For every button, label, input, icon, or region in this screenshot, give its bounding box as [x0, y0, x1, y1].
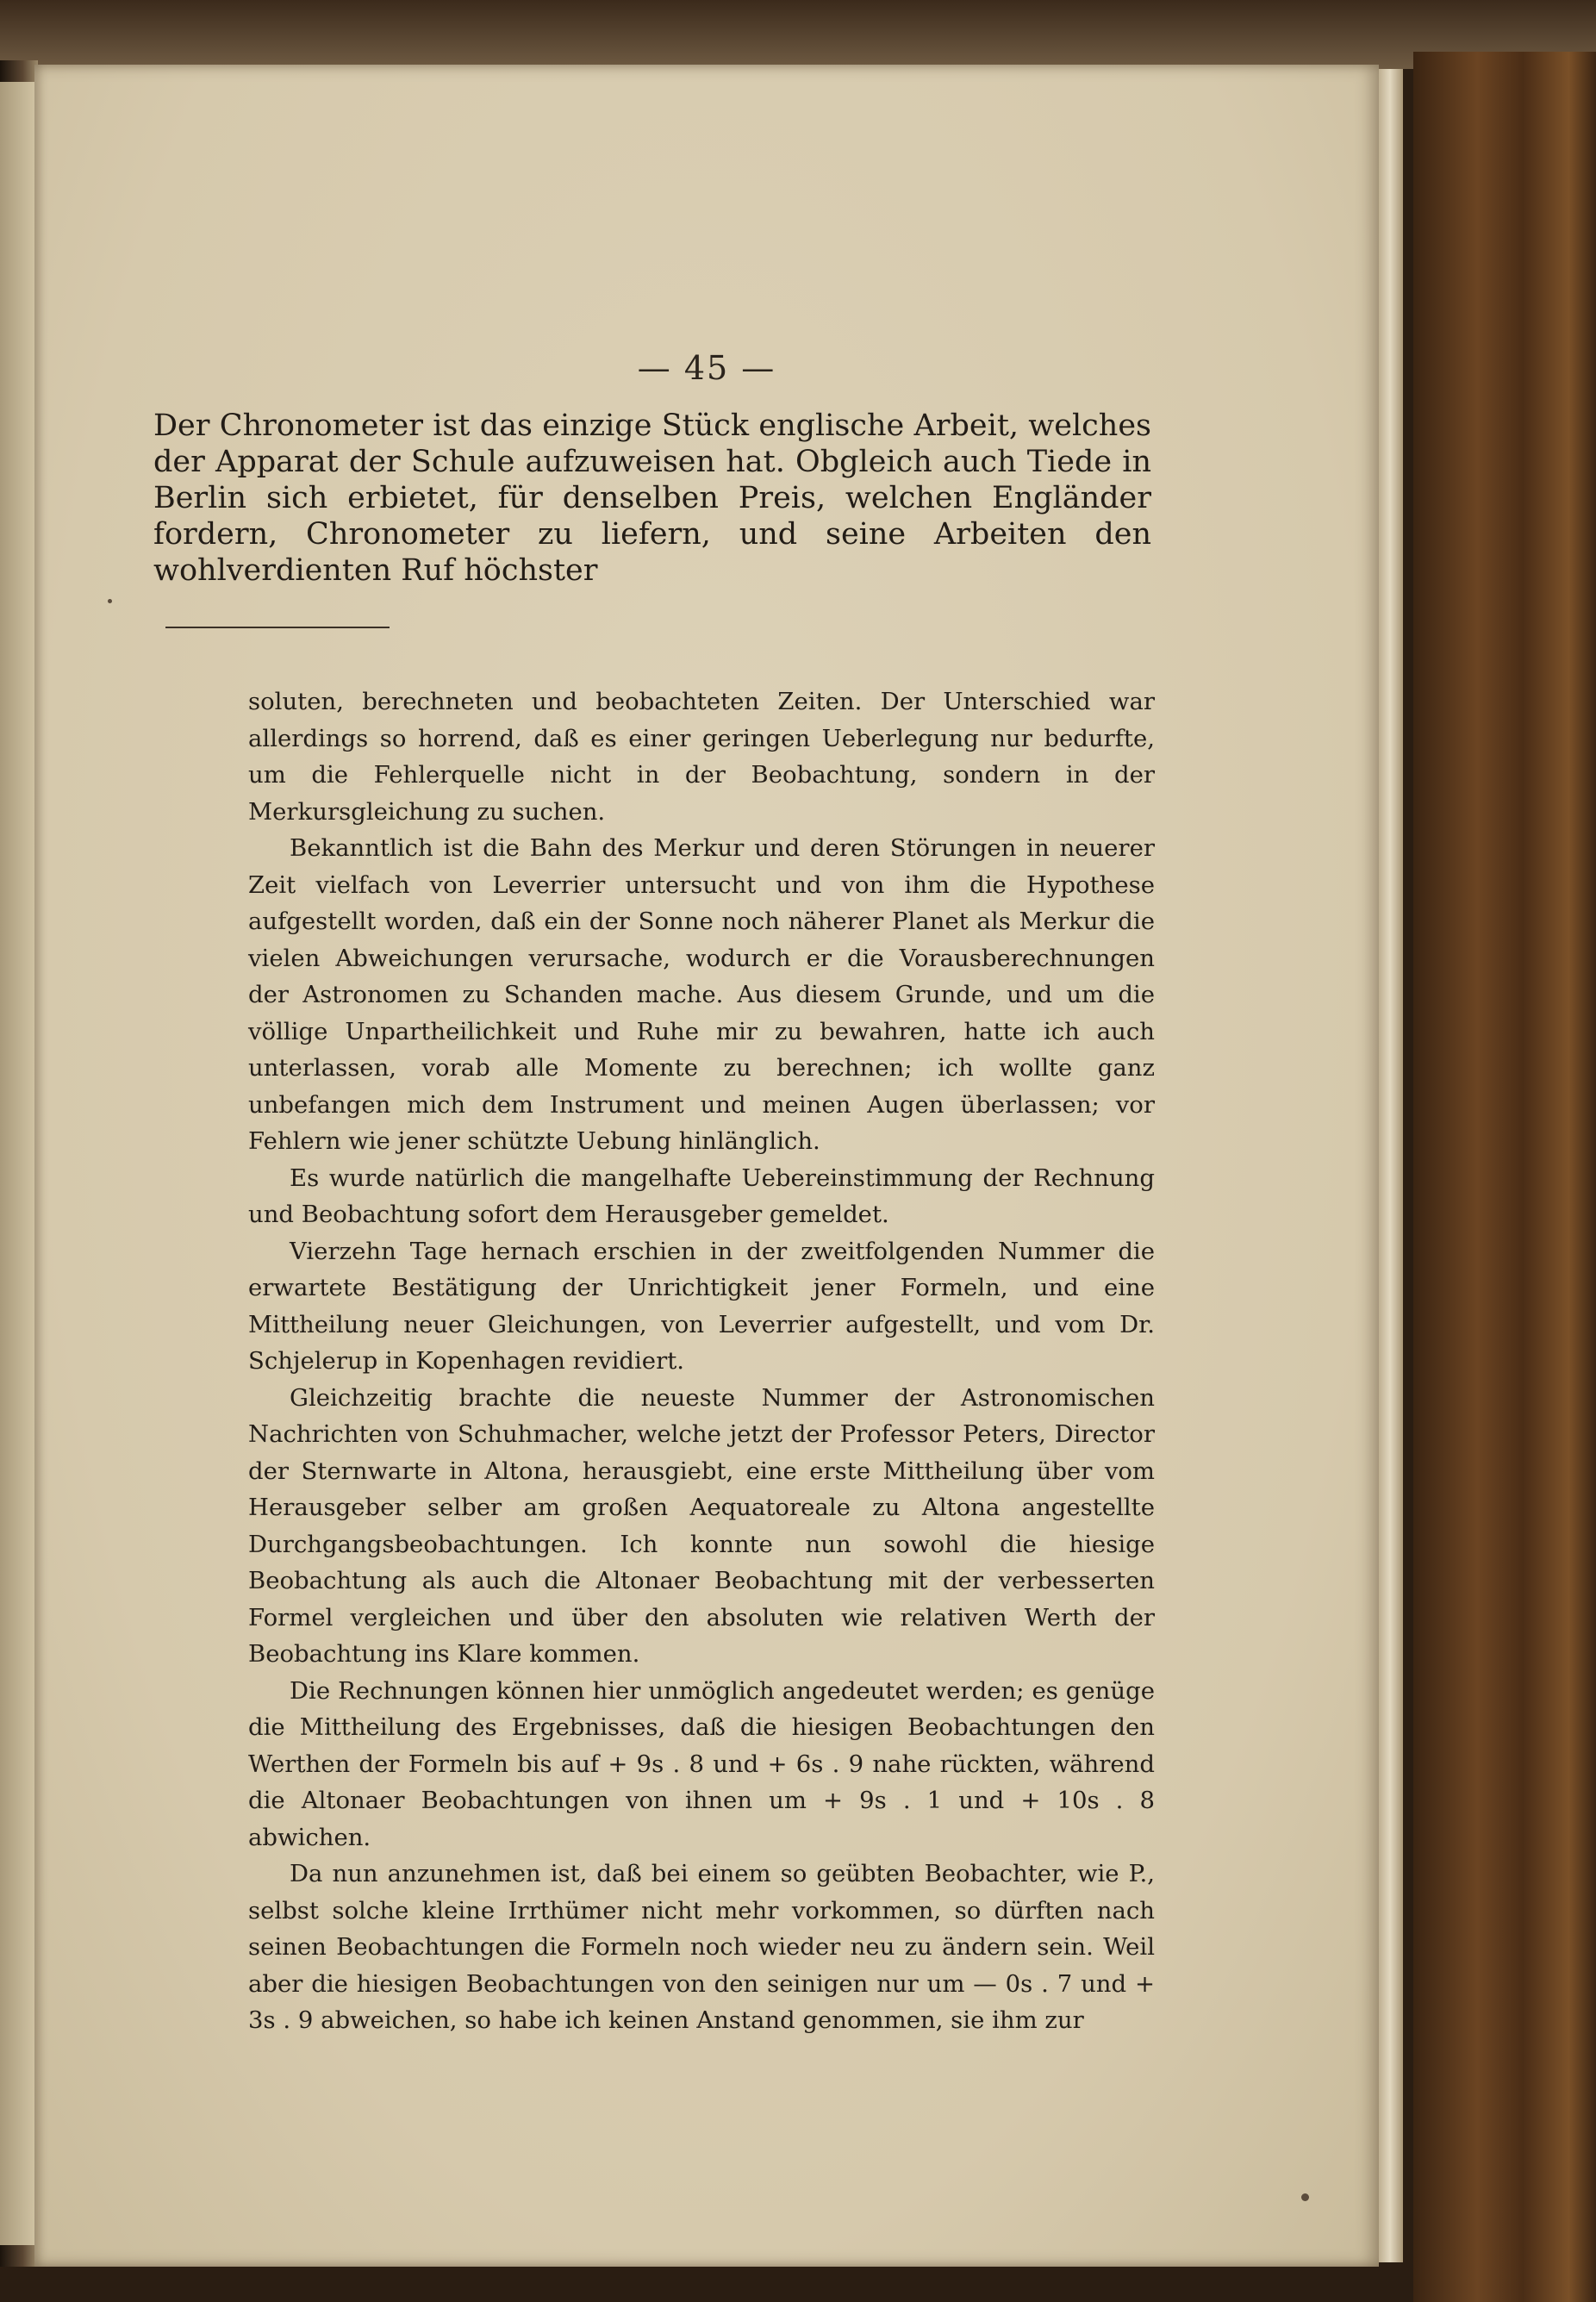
footnote-paragraph: Es wurde natürlich die mangelhafte Uebereinstimmung der Rechnung und Beobachtung sofort dem Herausgeber gemeldet. — [248, 1163, 1155, 1228]
footnote-paragraph: Die Rechnungen können hier unmöglich angedeutet werden; es genüge die Mittheilung des Ergebnisses, daß die hiesigen Beobachtungen den Werthen der Formeln bis auf + 9s . 8 und + 6s . 9 nahe rückten, während die Altonaer Beobachtungen von ihnen um + 9s . 1 und + 10s . 8 abwichen. — [248, 1676, 1155, 1851]
footnote-paragraph: Bekanntlich ist die Bahn des Merkur und deren Störungen in neuerer Zeit vielfach von Leverrier untersucht und von ihm die Hypothese aufgestellt worden, daß ein der Sonne noch näherer Planet als Merkur die vielen Abweichungen verursache, wodurch er die Vorausberechnungen der Astronomen zu Schanden mache. Aus diesem Grunde, und um die völlige Unpartheilichkeit und Ruhe mir zu bewahren, hatte ich auch unterlassen, vorab alle Momente zu berechnen; ich wollte ganz unbefangen mich dem Instrument und meinen Augen überlassen; vor Fehlern wie jener schützte Uebung hinlänglich. — [248, 834, 1155, 1155]
footnote-paragraph: Da nun anzunehmen ist, daß bei einem so geübten Beobachter, wie P., selbst solche kleine Irrthümer nicht mehr vorkommen, so dürften nach seinen Beobachtungen die Formeln noch wieder neu zu ändern sein. Weil aber die hiesigen Beobachtungen von den seinigen nur um — 0s . 7 und + 3s . 9 abweichen, so habe ich keinen Anstand genommen, sie ihm zur — [248, 1860, 1155, 2034]
footnote-rule — [165, 627, 390, 628]
book-cover-top — [0, 0, 1596, 69]
paper-spot — [108, 599, 112, 603]
footnote-block — [248, 683, 1155, 2039]
left-page-edge — [0, 82, 34, 2245]
paper-spot — [1301, 2193, 1309, 2201]
page-number: — 45 — — [637, 349, 776, 387]
footnote-paragraph: Vierzehn Tage hernach erschien in der zweitfolgenden Nummer die erwartete Bestätigung der Unrichtigkeit jener Formeln, und eine Mittheilung neuer Gleichungen, von Leverrier aufgestellt, und vom Dr. Schjelerup in Kopenhagen revidiert. — [248, 1237, 1155, 1375]
footnote-paragraph: soluten, berechneten und beobachteten Zeiten. Der Unterschied war allerdings so horrend, daß es einer geringen Ueberlegung nur bedurfte, um die Fehlerquelle nicht in der Beobachtung, sondern in der Merkursgleichung zu suchen. — [248, 688, 1155, 826]
page-stack-edge — [1377, 69, 1403, 2262]
book-cover-marbled — [1413, 52, 1596, 2302]
footnote-paragraph: Gleichzeitig brachte die neueste Nummer der Astronomischen Nachrichten von Schuhmacher, welche jetzt der Professor Peters, Director der Sternwarte in Altona, herausgiebt, eine erste Mittheilung über vom Herausgeber selber am großen Aequatoreale zu Altona angestellte Durchgangsbeobachtungen. Ich konnte nun sowohl die hiesige Beobachtung als auch die Altonaer Beobachtung mit der verbesserten Formel vergleichen und über den absoluten wie relativen Werth der Beobachtung ins Klare kommen. — [248, 1383, 1155, 1668]
main-text: Der Chronometer ist das einzige Stück englische Arbeit, welches der Apparat der Schule aufzuweisen hat. Obgleich auch Tiede in Berlin sich erbietet, für denselben Preis, welchen Engländer fordern, Chronometer zu liefern, und seine Arbeiten den wohlverdienten Ruf höchster — [153, 409, 1151, 588]
book-page — [34, 65, 1379, 2267]
